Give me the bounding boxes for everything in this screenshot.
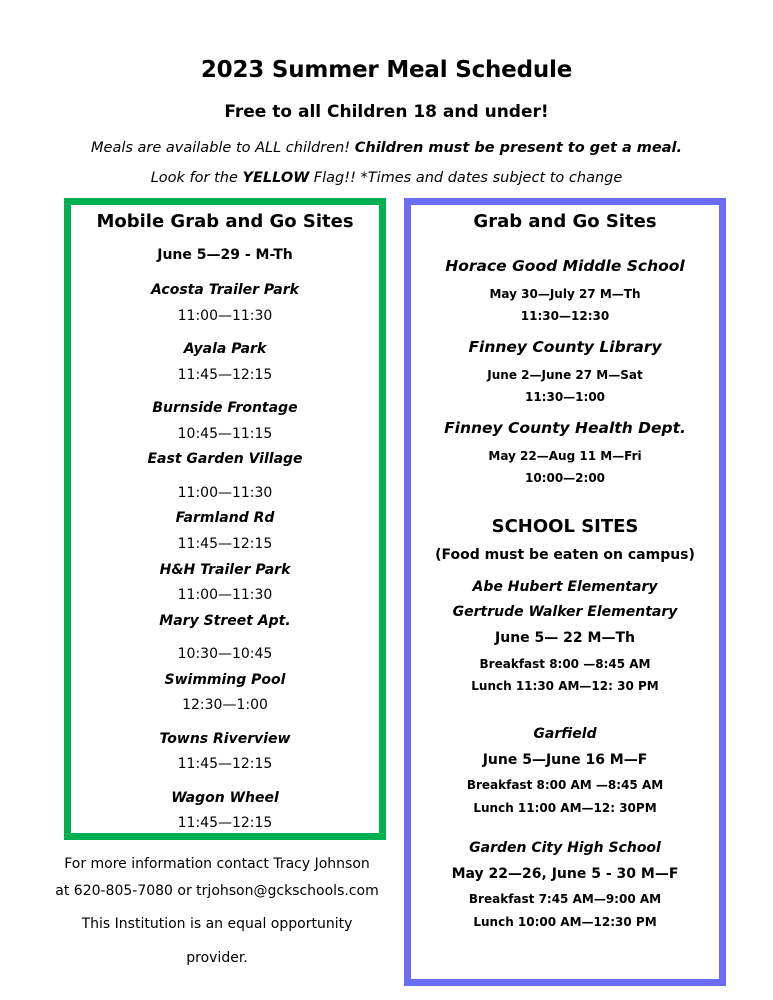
notice-line-1	[0, 140, 773, 156]
mobile-site-time: 11:00—11:30	[177, 587, 273, 603]
mobile-site-name: Burnside Frontage	[152, 400, 298, 416]
mobile-site-name: Ayala Park	[183, 341, 267, 357]
mobile-site-name: Mary Street Apt.	[159, 613, 291, 629]
grab-heading: Grab and Go Sites	[473, 211, 657, 232]
mobile-heading: Mobile Grab and Go Sites	[96, 211, 354, 232]
notice-line-2	[0, 170, 773, 186]
notice-line-2-c: Flag!! *Times and dates subject to change	[309, 170, 623, 186]
mobile-site-time: 10:45—11:15	[177, 426, 273, 442]
grab-site-dates: May 30—July 27 M—Th	[489, 287, 641, 301]
mobile-site-name: Towns Riverview	[159, 731, 291, 747]
mobile-site-name: Farmland Rd	[175, 510, 275, 526]
equal-opportunity-line-1: This Institution is an equal opportunity	[81, 916, 353, 932]
mobile-site-time: 11:00—11:30	[177, 485, 273, 501]
notice-line-1-a: Meals are available to ALL children!	[91, 140, 355, 156]
grab-site-name: Finney County Library	[468, 338, 662, 356]
mobile-dates: June 5—29 - M-Th	[157, 247, 293, 263]
mobile-site-name: H&H Trailer Park	[159, 562, 291, 578]
school-name: Abe Hubert Elementary	[472, 579, 658, 595]
school-name: Gertrude Walker Elementary	[452, 604, 678, 620]
page-subtitle: Free to all Children 18 and under!	[224, 102, 549, 122]
school-lunch: Lunch 11:00 AM—12: 30PM	[473, 801, 657, 815]
mobile-site-name: Wagon Wheel	[171, 790, 279, 806]
contact-line-1: For more information contact Tracy Johnson	[64, 856, 370, 872]
school-name: Garfield	[533, 726, 597, 742]
mobile-site-time: 11:45—12:15	[177, 815, 273, 831]
equal-opportunity-line-2: provider.	[186, 950, 248, 966]
grab-site-name: Finney County Health Dept.	[444, 419, 686, 437]
school-breakfast: Breakfast 8:00 —8:45 AM	[479, 657, 651, 671]
school-name: Garden City High School	[469, 840, 661, 856]
school-lunch: Lunch 11:30 AM—12: 30 PM	[471, 679, 659, 693]
mobile-site-time: 10:30—10:45	[177, 646, 273, 662]
mobile-site-name: Swimming Pool	[164, 672, 286, 688]
notice-yellow: YELLOW	[242, 170, 310, 186]
grab-and-go-box	[404, 198, 726, 986]
contact-line-2: at 620-805-7080 or trjohson@gckschools.com	[55, 883, 379, 899]
mobile-site-name: Acosta Trailer Park	[151, 282, 299, 298]
mobile-site-time: 12:30—1:00	[182, 697, 268, 713]
page-title: 2023 Summer Meal Schedule	[200, 57, 573, 83]
school-lunch: Lunch 10:00 AM—12:30 PM	[473, 915, 657, 929]
mobile-sites-box	[64, 198, 386, 840]
mobile-site-time: 11:00—11:30	[177, 308, 273, 324]
grab-site-time: 10:00—2:00	[524, 471, 606, 485]
mobile-site-name: East Garden Village	[147, 451, 303, 467]
grab-site-dates: May 22—Aug 11 M—Fri	[488, 449, 642, 463]
school-dates: June 5—June 16 M—F	[482, 752, 648, 768]
mobile-site-time: 11:45—12:15	[177, 536, 273, 552]
school-breakfast: Breakfast 8:00 AM —8:45 AM	[466, 778, 664, 792]
school-breakfast: Breakfast 7:45 AM—9:00 AM	[468, 892, 662, 906]
grab-site-name: Horace Good Middle School	[445, 257, 685, 275]
mobile-site-time: 11:45—12:15	[177, 367, 273, 383]
grab-site-dates: June 2—June 27 M—Sat	[487, 368, 643, 382]
notice-line-1-b: Children must be present to get a meal.	[354, 140, 682, 156]
grab-site-time: 11:30—1:00	[524, 390, 606, 404]
grab-site-time: 11:30—12:30	[520, 309, 610, 323]
school-dates: June 5— 22 M—Th	[495, 630, 635, 646]
school-sites-note: (Food must be eaten on campus)	[435, 547, 695, 563]
notice-line-2-a: Look for the	[150, 170, 243, 186]
school-dates: May 22—26, June 5 - 30 M—F	[451, 866, 679, 882]
school-sites-heading: SCHOOL SITES	[491, 516, 639, 537]
mobile-site-time: 11:45—12:15	[177, 756, 273, 772]
